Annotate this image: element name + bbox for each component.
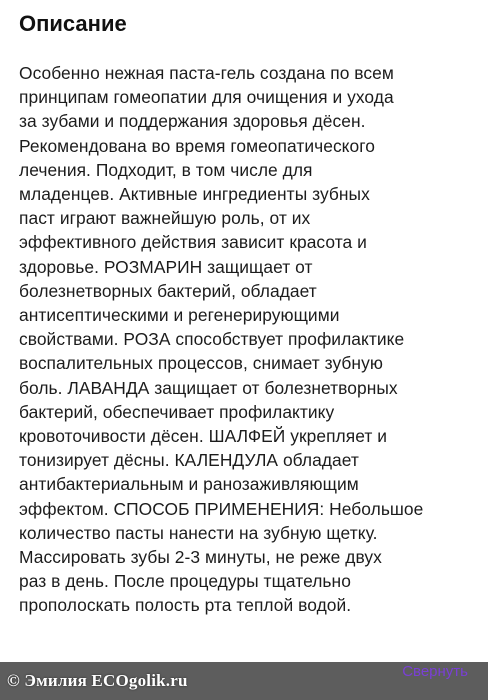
description-line: антибактериальным и ранозаживляющим xyxy=(19,474,359,495)
watermark-text: © Эмилия ECOgolik.ru xyxy=(7,671,188,690)
description-line: воспалительных процессов, снимает зубную xyxy=(19,353,383,374)
section-title: Описание xyxy=(19,11,127,36)
description-line: раз в день. После процедуры тщательно xyxy=(19,571,351,592)
description-line: болезнетворных бактерий, обладает xyxy=(19,280,317,301)
description-line: паст играют важнейшую роль, от их xyxy=(19,208,311,229)
description-line: количество пасты нанести на зубную щетку. xyxy=(19,522,378,543)
description-text xyxy=(19,61,481,618)
description-line: свойствами. РОЗА способствует профилактике xyxy=(19,329,405,350)
description-line: эффективного действия зависит красота и xyxy=(19,232,367,253)
description-line: Массировать зубы 2-3 минуты, не реже двух xyxy=(19,547,382,568)
description-line: прополоскать полость рта теплой водой. xyxy=(19,595,352,616)
collapse-button[interactable]: Свернуть xyxy=(402,663,468,680)
description-line: кровоточивости дёсен. ШАЛФЕЙ укрепляет и xyxy=(19,426,388,447)
description-line: Особенно нежная паста-гель создана по всем xyxy=(19,63,394,83)
description-line: лечения. Подходит, в том числе для xyxy=(19,159,313,180)
description-line: за зубами и поддержания здоровья дёсен. xyxy=(19,111,366,132)
description-line: Рекомендована во время гомеопатического xyxy=(19,135,375,156)
description-line: антисептическими и регенерирующими xyxy=(19,305,340,326)
description-line: бактерий, обеспечивает профилактику xyxy=(19,401,335,422)
description-line: тонизирует дёсны. КАЛЕНДУЛА обладает xyxy=(19,450,359,471)
description-line: здоровье. РОЗМАРИН защищает от xyxy=(19,256,313,277)
description-line: эффектом. СПОСОБ ПРИМЕНЕНИЯ: Небольшое xyxy=(19,498,424,519)
description-line: боль. ЛАВАНДА защищает от болезнетворных xyxy=(19,377,398,398)
description-section xyxy=(19,0,481,616)
description-line: принципам гомеопатии для очищения и ухода xyxy=(19,87,394,108)
description-line: младенцев. Активные ингредиенты зубных xyxy=(19,184,370,205)
